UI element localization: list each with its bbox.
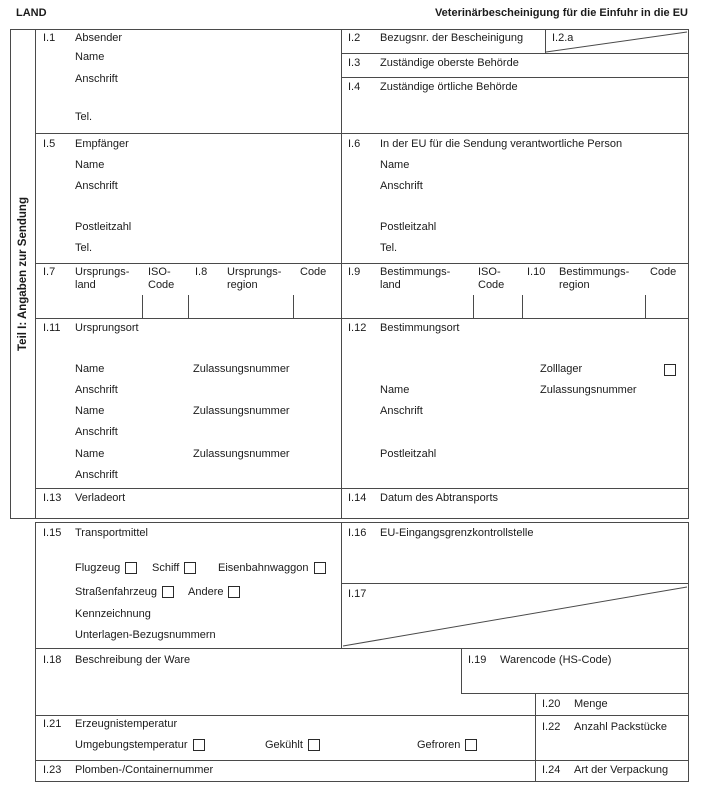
field-label: Anzahl Packstücke — [574, 721, 667, 733]
tick — [473, 295, 474, 318]
divider — [688, 522, 689, 782]
divider — [35, 648, 689, 649]
field-i20-heading — [542, 698, 608, 710]
i11-name-label: Name — [75, 448, 105, 460]
field-label: Bezugsnr. der Bescheinigung — [380, 32, 524, 44]
field-number: I.23 — [43, 764, 62, 776]
tick — [522, 295, 523, 318]
zolllager-checkbox[interactable] — [664, 364, 676, 376]
field-number: I.8 — [195, 266, 208, 278]
i5-name-label: Name — [75, 159, 105, 171]
tick — [142, 295, 143, 318]
i11-anschrift-label: Anschrift — [75, 469, 118, 481]
field-number: I.10 — [527, 266, 546, 278]
i6-tel-label: Tel. — [380, 242, 398, 254]
field-i17-number: I.17 — [348, 588, 367, 600]
divider — [341, 29, 342, 519]
field-i11-heading — [43, 322, 139, 334]
transport-strassenfahrzeug-option — [75, 586, 174, 598]
temperatur-gefroren-option — [417, 739, 477, 751]
field-label: Bestimmungs- region — [559, 266, 630, 291]
i1-name-label: Name — [75, 51, 105, 63]
unterlagen-bezugsnummern-label: Unterlagen-Bezugsnummern — [75, 629, 216, 641]
field-number: I.21 — [43, 718, 62, 730]
i12-postleitzahl-label: Postleitzahl — [380, 448, 437, 460]
flugzeug-label: Flugzeug — [75, 562, 121, 574]
part1-sidebar-label: Teil I: Angaben zur Sendung — [16, 196, 29, 351]
field-number: I.14 — [348, 492, 367, 504]
field-label: Zuständige örtliche Behörde — [380, 81, 518, 93]
field-number: I.5 — [43, 138, 56, 150]
i10-code-label: Code — [650, 266, 677, 278]
i8-code-label: Code — [300, 266, 327, 278]
field-i15-heading — [43, 527, 148, 539]
field-i13-heading — [43, 492, 125, 504]
field-i16-heading — [348, 527, 533, 539]
field-number: I.7 — [43, 266, 56, 278]
i11-anschrift-label: Anschrift — [75, 426, 118, 438]
divider — [35, 29, 36, 519]
tick — [188, 295, 189, 318]
divider — [35, 781, 689, 782]
divider — [341, 77, 688, 78]
eisenbahnwaggon-label: Eisenbahnwaggon — [218, 562, 309, 574]
temperatur-umgebung-option — [75, 739, 205, 751]
field-number: I.24 — [542, 764, 561, 776]
field-label: Beschreibung der Ware — [75, 654, 191, 666]
transport-andere-option — [188, 586, 240, 598]
field-number: I.1 — [43, 32, 56, 44]
i6-postleitzahl-label: Postleitzahl — [380, 221, 437, 233]
field-i12-heading — [348, 322, 459, 334]
field-i23-heading — [43, 764, 213, 776]
field-i3-heading — [348, 57, 519, 69]
flugzeug-checkbox[interactable] — [125, 562, 137, 574]
i6-name-label: Name — [380, 159, 410, 171]
i11-name-label: Name — [75, 363, 105, 375]
transport-eisenbahnwaggon-option — [218, 562, 326, 574]
field-i4-heading — [348, 81, 518, 93]
field-number: I.6 — [348, 138, 361, 150]
i7-iso-code-label: ISO- Code — [148, 266, 175, 291]
divider — [35, 522, 689, 523]
i1-tel-label: Tel. — [75, 111, 93, 123]
transport-flugzeug-option — [75, 562, 137, 574]
field-number: I.22 — [542, 721, 561, 733]
field-label: Warencode (HS-Code) — [500, 654, 612, 666]
field-label: Absender — [75, 32, 123, 44]
i11-zulassungsnummer-label: Zulassungsnummer — [193, 448, 290, 460]
i11-name-label: Name — [75, 405, 105, 417]
field-i18-heading — [43, 654, 190, 666]
divider — [35, 263, 688, 264]
field-number: I.19 — [468, 654, 487, 666]
i5-anschrift-label: Anschrift — [75, 180, 118, 192]
field-i14-heading — [348, 492, 498, 504]
zolllager-label: Zolllager — [540, 363, 583, 375]
field-number: I.13 — [43, 492, 62, 504]
i5-tel-label: Tel. — [75, 242, 93, 254]
i11-anschrift-label: Anschrift — [75, 384, 118, 396]
field-label: Zuständige oberste Behörde — [380, 57, 519, 69]
field-i8-heading — [195, 266, 281, 292]
i12-zulassungsnummer-label: Zulassungsnummer — [540, 384, 637, 396]
schiff-checkbox[interactable] — [184, 562, 196, 574]
i12-anschrift-label: Anschrift — [380, 405, 423, 417]
field-i7-heading — [43, 266, 129, 292]
kennzeichnung-label: Kennzeichnung — [75, 608, 151, 620]
field-i21-heading — [43, 718, 177, 730]
field-i22-heading — [542, 721, 667, 733]
divider — [341, 53, 688, 54]
andere-label: Andere — [188, 586, 224, 598]
field-number: I.11 — [43, 322, 61, 334]
field-number: I.4 — [348, 81, 361, 93]
field-label: Transportmittel — [75, 527, 148, 539]
field-i24-heading — [542, 764, 668, 776]
gekuehlt-label: Gekühlt — [265, 739, 303, 751]
field-label: Erzeugnistemperatur — [75, 718, 178, 730]
field-label: Bestimmungsort — [380, 322, 460, 334]
field-label: Ursprungs- region — [227, 266, 282, 291]
tick — [293, 295, 294, 318]
field-label: EU-Eingangsgrenzkontrollstelle — [380, 527, 534, 539]
field-label: Datum des Abtransports — [380, 492, 499, 504]
gefroren-checkbox[interactable] — [465, 739, 477, 751]
page-title: Veterinärbescheinigung für die Einfuhr in die EU — [434, 7, 688, 19]
field-number: I.18 — [43, 654, 62, 666]
tick — [645, 295, 646, 318]
transport-schiff-option — [152, 562, 196, 574]
field-i1-heading — [43, 32, 122, 44]
eisenbahnwaggon-checkbox[interactable] — [314, 562, 326, 574]
divider — [535, 693, 536, 782]
andere-checkbox[interactable] — [228, 586, 240, 598]
field-label: In der EU für die Sendung verantwortliche Person — [380, 138, 623, 150]
strassenfahrzeug-label: Straßenfahrzeug — [75, 586, 157, 598]
strassenfahrzeug-checkbox[interactable] — [162, 586, 174, 598]
field-number: I.2 — [348, 32, 361, 44]
field-label: Plomben-/Containernummer — [75, 764, 214, 776]
field-label: Bestimmungs- land — [380, 266, 451, 291]
divider — [10, 29, 11, 519]
field-i6-heading — [348, 138, 622, 150]
divider — [35, 488, 688, 489]
gekuehlt-checkbox[interactable] — [308, 739, 320, 751]
field-label: Empfänger — [75, 138, 129, 150]
field-i2-heading — [348, 32, 523, 44]
field-label: Menge — [574, 698, 608, 710]
divider — [10, 518, 689, 519]
field-number: I.12 — [348, 322, 367, 334]
field-i2a-number: I.2.a — [552, 32, 574, 44]
i1-anschrift-label: Anschrift — [75, 73, 118, 85]
divider — [35, 715, 689, 716]
field-number: I.3 — [348, 57, 361, 69]
i11-zulassungsnummer-label: Zulassungsnummer — [193, 363, 290, 375]
gefroren-label: Gefroren — [417, 739, 461, 751]
part1-sidebar — [10, 29, 35, 518]
field-label: Ursprungs- land — [75, 266, 130, 291]
field-number: I.20 — [542, 698, 561, 710]
divider — [688, 29, 689, 519]
divider — [35, 133, 688, 134]
i6-anschrift-label: Anschrift — [380, 180, 423, 192]
field-i5-heading — [43, 138, 129, 150]
divider — [461, 648, 462, 693]
temperatur-gekuehlt-option — [265, 739, 320, 751]
schiff-label: Schiff — [152, 562, 180, 574]
umgebungstemperatur-label: Umgebungstemperatur — [75, 739, 188, 751]
field-i10-heading — [527, 266, 629, 292]
divider — [35, 522, 36, 782]
divider — [461, 693, 689, 694]
divider — [35, 760, 689, 761]
field-label: Ursprungsort — [75, 322, 139, 334]
field-number: I.9 — [348, 266, 361, 278]
field-i19-heading — [468, 654, 611, 666]
field-number: I.15 — [43, 527, 62, 539]
field-label: Verladeort — [75, 492, 126, 504]
i5-postleitzahl-label: Postleitzahl — [75, 221, 132, 233]
country-label: LAND — [16, 7, 47, 19]
i11-zulassungsnummer-label: Zulassungsnummer — [193, 405, 290, 417]
i17-diagonal-line — [342, 584, 688, 648]
field-i9-heading — [348, 266, 450, 292]
divider — [35, 318, 688, 319]
umgebungstemperatur-checkbox[interactable] — [193, 739, 205, 751]
field-number: I.16 — [348, 527, 367, 539]
field-label: Art der Verpackung — [574, 764, 669, 776]
i12-name-label: Name — [380, 384, 410, 396]
i9-iso-code-label: ISO- Code — [478, 266, 505, 291]
